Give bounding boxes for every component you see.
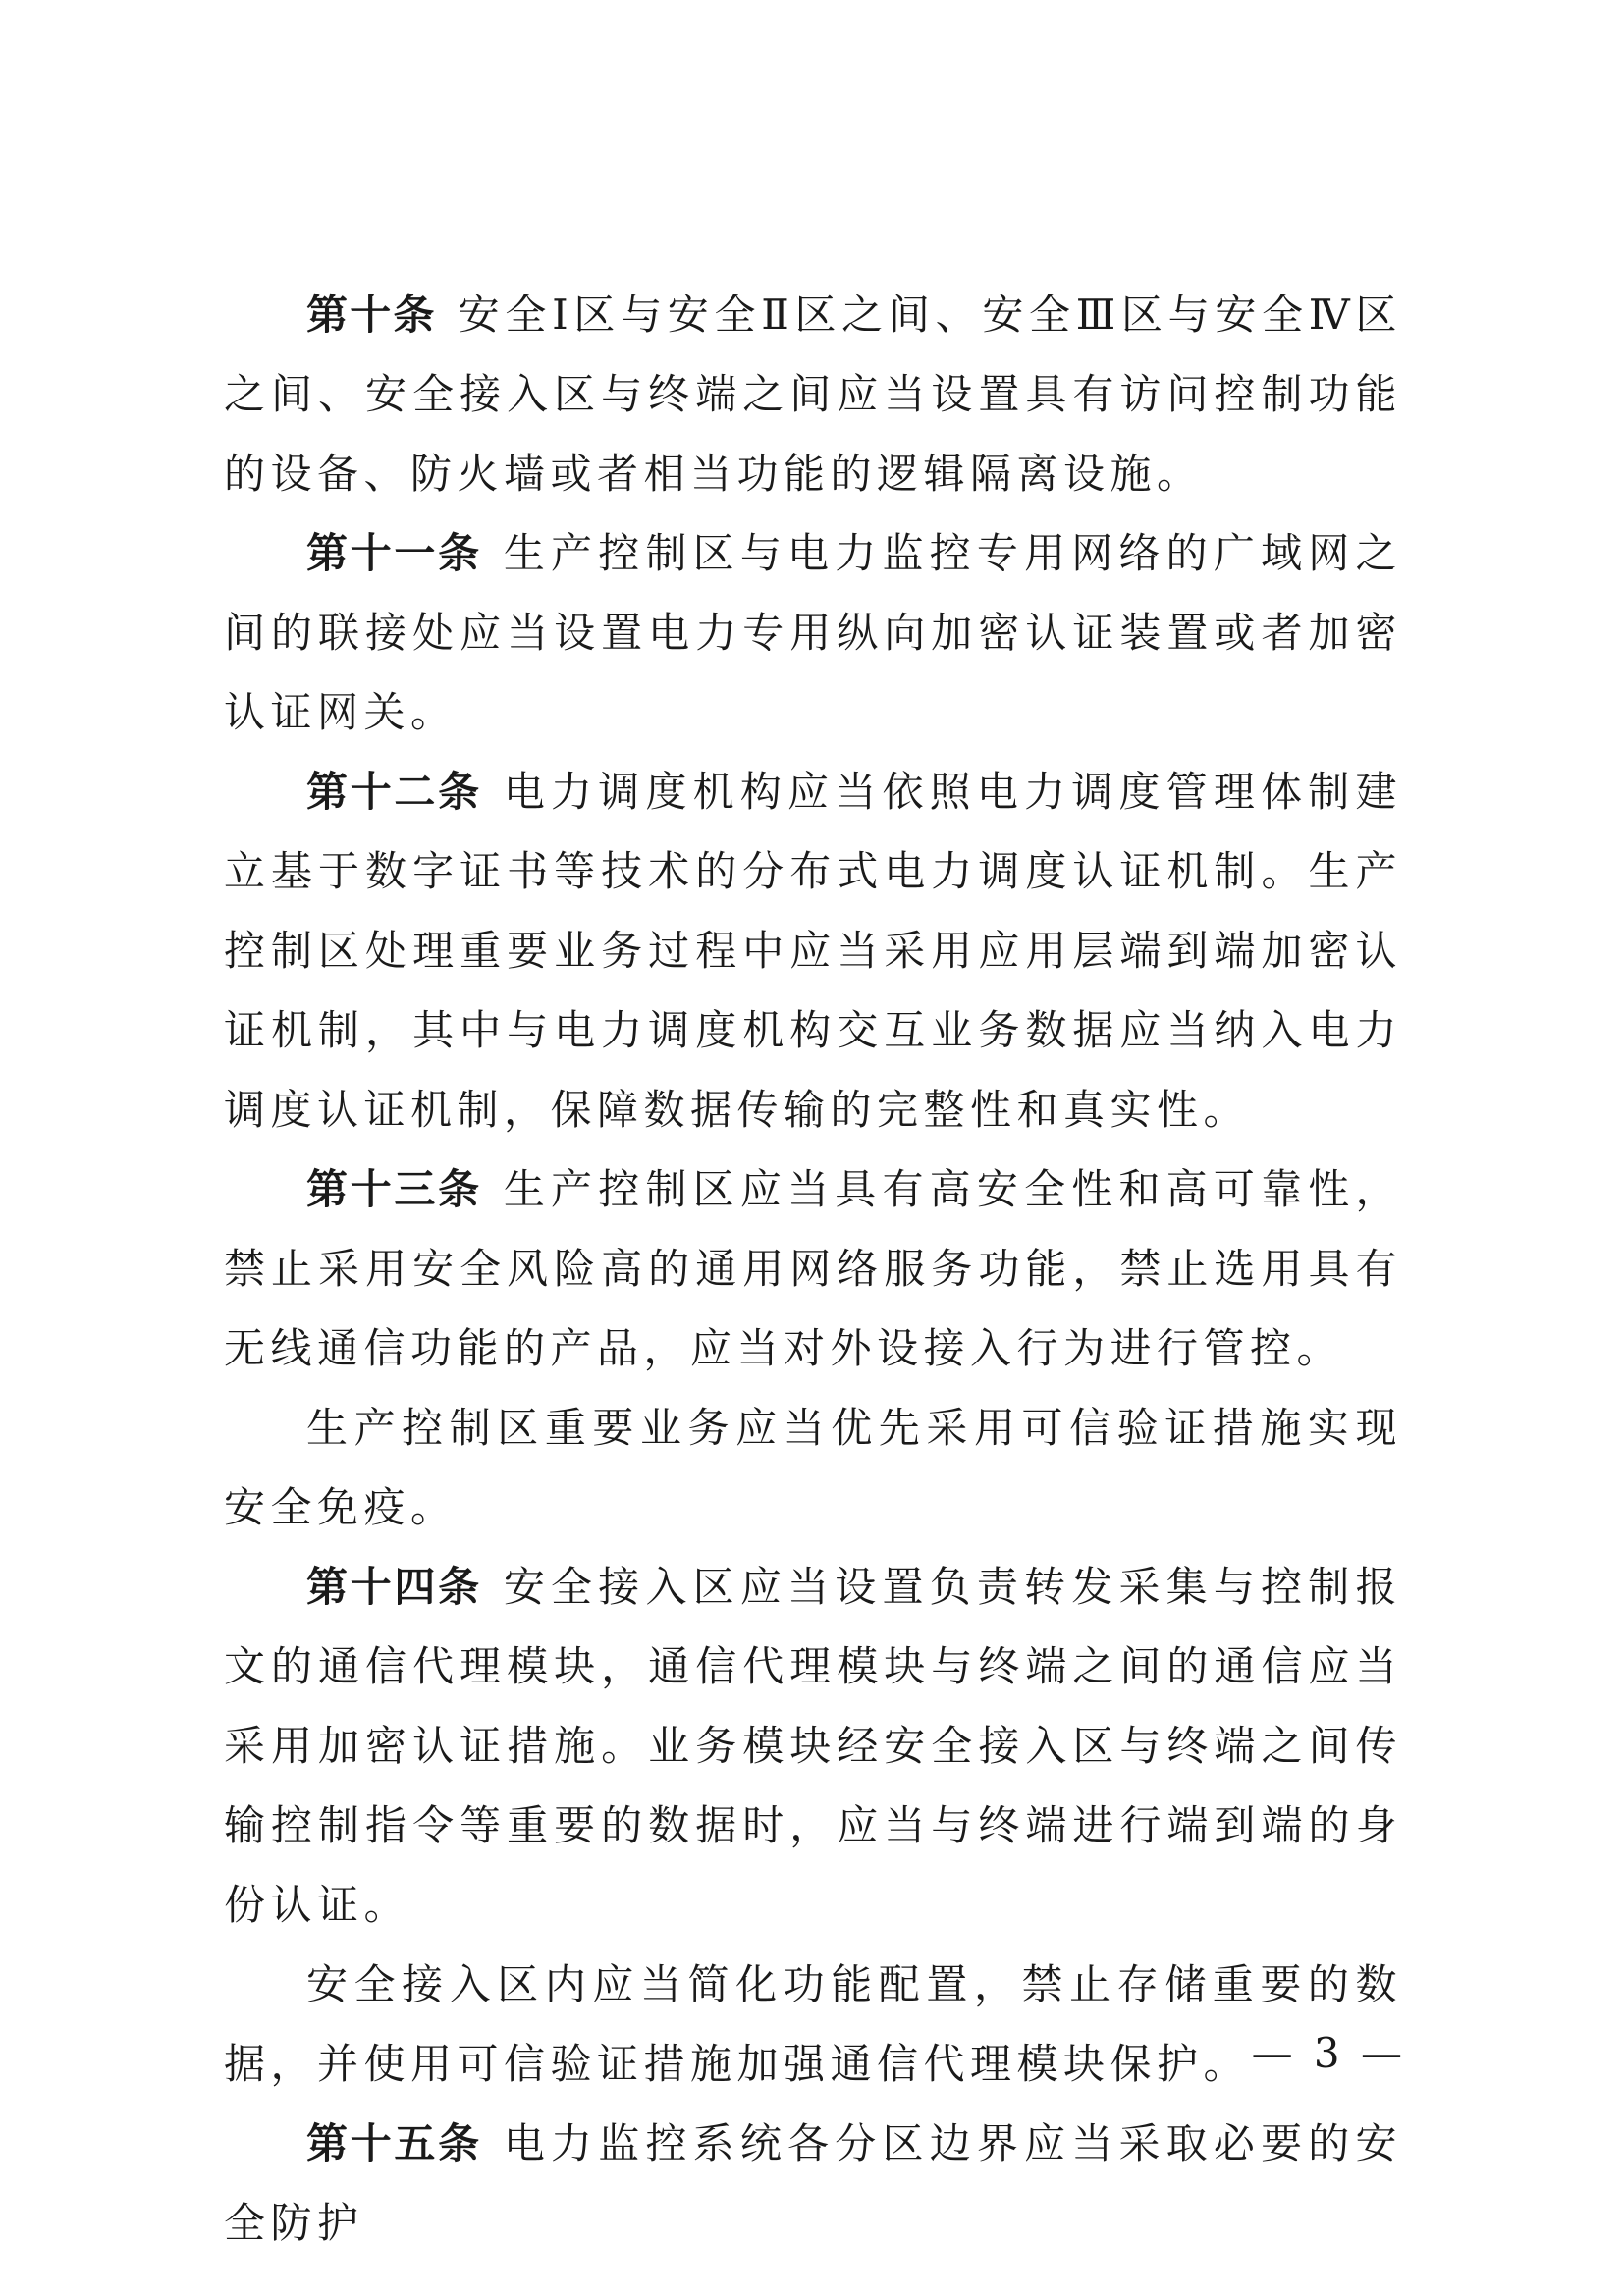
article-text: 安全Ⅰ区与安全Ⅱ区之间、安全Ⅲ区与安全Ⅳ区之间、安全接入区与终端之间应当设置具有访问控制功能的设备、防火墙或者相当功能的逻辑隔离设施。 [224, 291, 1402, 498]
article-10 [224, 275, 1402, 513]
article-title: 第十四条 [306, 1563, 482, 1611]
article-title: 第十五条 [306, 2119, 482, 2167]
clause-text: 生产控制区重要业务应当优先采用可信验证措施实现安全免疫。 [224, 1404, 1402, 1531]
clause-text: 安全接入区内应当简化功能配置，禁止存储重要的数据，并使用可信验证措施加强通信代理模块保护。 [224, 1960, 1402, 2088]
article-title: 第十一条 [306, 529, 482, 577]
article-15 [224, 2104, 1402, 2263]
document-body [224, 275, 1402, 2263]
article-text: 安全接入区应当设置负责转发采集与控制报文的通信代理模块，通信代理模块与终端之间的通信应当采用加密认证措施。业务模块经安全接入区与终端之间传输控制指令等重要的数据时，应当与终端进行端到端的身份认证。 [224, 1563, 1402, 1929]
article-text: 生产控制区应当具有高安全性和高可靠性，禁止采用安全风险高的通用网络服务功能，禁止选用具有无线通信功能的产品，应当对外设接入行为进行管控。 [224, 1165, 1402, 1372]
article-14 [224, 1547, 1402, 1945]
page-number: — 3 — [1251, 2029, 1406, 2077]
article-14-clause-2 [224, 1945, 1402, 2104]
article-text: 电力监控系统各分区边界应当采取必要的安全防护 [224, 2119, 1402, 2247]
article-13-clause-2 [224, 1388, 1402, 1547]
article-11 [224, 513, 1402, 752]
article-title: 第十三条 [306, 1165, 482, 1213]
article-title: 第十条 [306, 291, 437, 339]
article-12 [224, 752, 1402, 1149]
article-text: 生产控制区与电力监控专用网络的广域网之间的联接处应当设置电力专用纵向加密认证装置或者加密认证网关。 [224, 529, 1402, 736]
article-13 [224, 1149, 1402, 1388]
article-title: 第十二条 [306, 768, 482, 816]
article-text: 电力调度机构应当依照电力调度管理体制建立基于数字证书等技术的分布式电力调度认证机制。生产控制区处理重要业务过程中应当采用应用层端到端加密认证机制，其中与电力调度机构交互业务数据应当纳入电力调度认证机制，保障数据传输的完整性和真实性。 [224, 768, 1402, 1134]
